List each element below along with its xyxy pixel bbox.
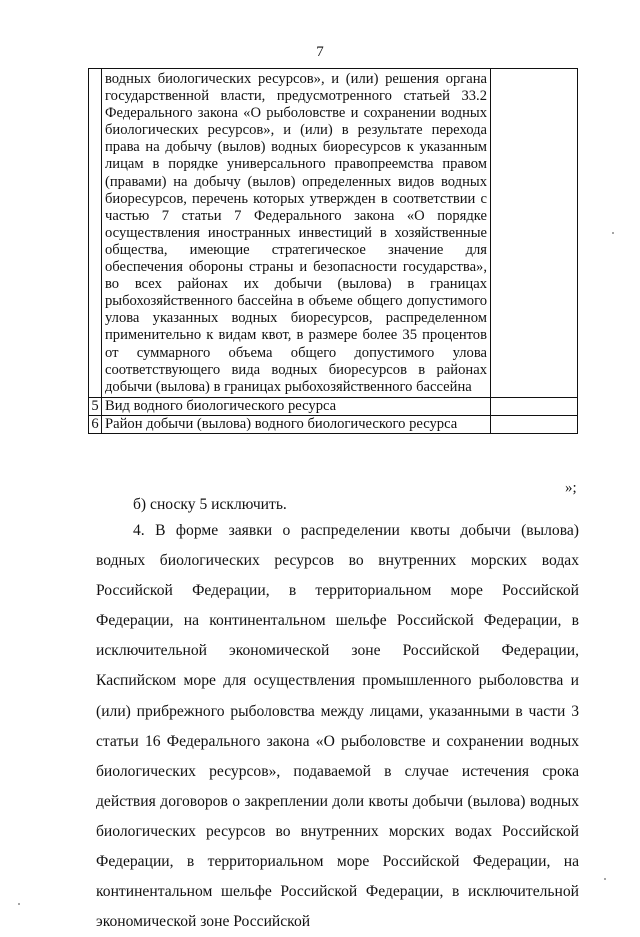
table-closing-quote: »; [565,480,577,496]
empty-value-cell [491,415,578,433]
page-number: 7 [316,44,324,60]
footnote-removal-item: б) сноску 5 исключить. [133,496,287,513]
row-text-cell: Район добычи (вылова) водного биологического ресурса [102,415,491,433]
scan-speck [612,232,614,234]
empty-value-cell [491,69,578,398]
row-text-cell: Вид водного биологического ресурса [102,397,491,415]
row-number-cell [89,69,102,398]
row-text-cell: водных биологических ресурсов», и (или) решения органа государственной власти, предусмотренного статьей 33.2 Федерального закона «О рыболовстве и сохранении водных биологических ресурсов», и (или) в результате перехода права на добычу (вылов) водных биоресурсов к указанным лицам в порядке универсального правопреемства правом (правами) на добычу (вылов) определенных видов водных биоресурсов, перечень которых утвержден в соответствии с частью 7 статьи 7 Федерального закона «О порядке осуществления иностранных инвестиций в хозяйственные общества, имеющие стратегическое значение для обеспечения обороны страны и безопасности государства», во всех районах их добычи (вылова) в границах рыбохозяйственного бассейна в объеме общего допустимого улова указанных водных биоресурсов, распределенном применительно к видам квот, в размере более 35 процентов от суммарного объема общего допустимого улова соответствующего вида водных биоресурсов в районах добычи (вылова) в границах рыбохозяйственного бассейна [102,69,491,398]
table-row [89,415,578,433]
scan-speck [604,878,606,880]
row-number-cell: 6 [89,415,102,433]
empty-value-cell [491,397,578,415]
row-number-cell: 5 [89,397,102,415]
table-row [89,397,578,415]
main-paragraph: 4. В форме заявки о распределении квоты добычи (вылова) водных биологических ресурсов во внутренних морских водах Российской Федерации, в территориальном море Российской Федерации, на континентальном шельфе Российской Федерации, в исключительной экономической зоне Российской Федерации, Каспийском море для осуществления промышленного рыболовства и (или) прибрежного рыболовства между лицами, указанными в части 3 статьи 16 Федерального закона «О рыболовстве и сохранении водных биологических ресурсов», подаваемой в случае истечения срока действия договоров о закреплении доли квоты добычи (вылова) водных биологических ресурсов во внутренних морских водах Российской Федерации, в территориальном море Российской Федерации, на континентальном шельфе Российской Федерации, в исключительной экономической зоне Российской [96,522,579,931]
scan-speck [18,903,20,905]
form-table [88,68,578,434]
table-row [89,69,578,398]
